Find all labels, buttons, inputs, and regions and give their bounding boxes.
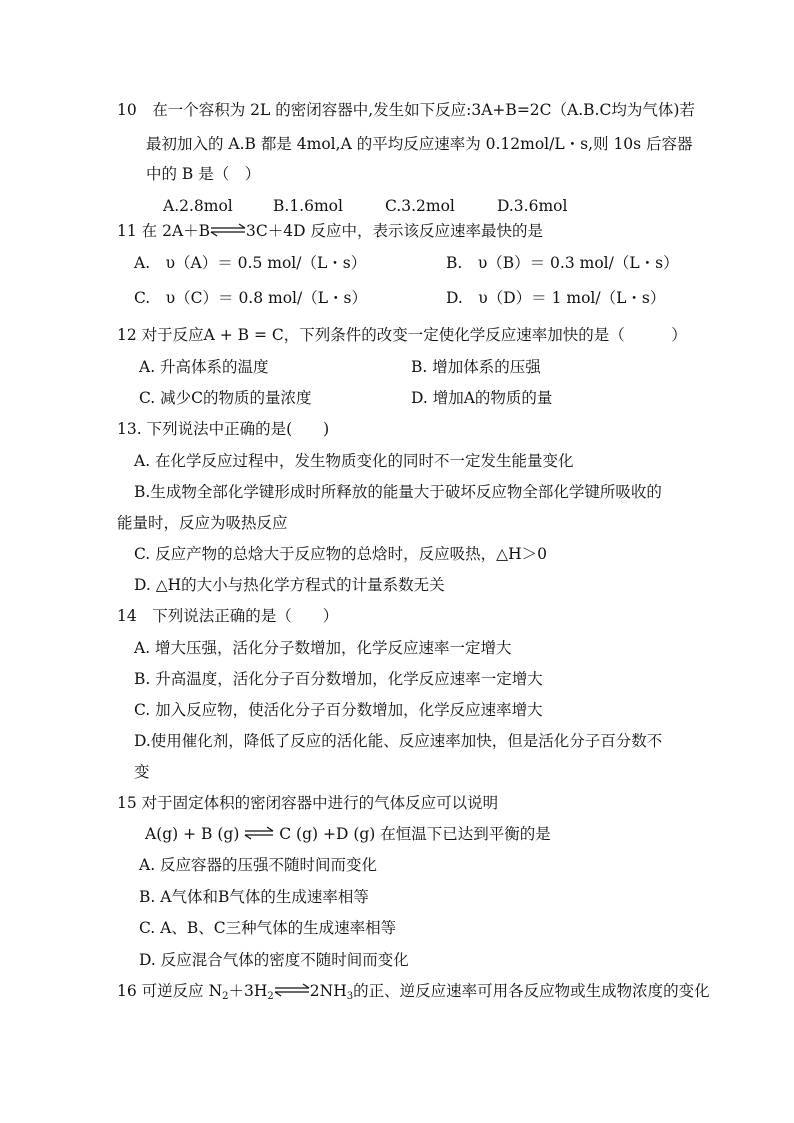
equilibrium-arrow-icon (210, 223, 246, 237)
equilibrium-arrow-icon (274, 983, 310, 997)
q12-option-d: D. 增加A的物质的量 (411, 389, 553, 407)
q16-n-subscript: 2 (222, 991, 229, 1002)
q11-stem (117, 220, 543, 242)
q14-option-b: B. 升高温度，活化分子百分数增加，化学反应速率一定增大 (134, 670, 543, 688)
q15-equation (145, 823, 551, 845)
q16-product: 2NH (309, 982, 347, 1000)
q15-equation-suffix: C (g) +D (g) 在恒温下已达到平衡的是 (279, 825, 551, 843)
q10-line-3: 中的 B 是（ ） (146, 165, 261, 183)
q16-prefix: 16 可逆反应 N (117, 982, 223, 1000)
q16-stem (117, 980, 710, 1008)
q10-line-1: 10 在一个容积为 2L 的密闭容器中,发生如下反应:3A+B=2C（A.B.C均为气体)若 (117, 101, 695, 119)
equilibrium-arrow-icon (244, 826, 274, 840)
q15-option-a: A. 反应容器的压强不随时间而变化 (139, 856, 378, 874)
q10-option-d: D.3.6mol (497, 197, 568, 215)
q13-option-d: D. △H的大小与热化学方程式的计量系数无关 (134, 576, 445, 594)
q16-suffix: 的正、逆反应速率可用各反应物或生成物浓度的变化 (353, 982, 710, 1000)
q12-stem: 12 对于反应A + B = C，下列条件的改变一定使化学反应速率加快的是（ ） (117, 326, 687, 344)
q11-option-d: D. υ（D）＝ 1 mol/（L・s） (446, 289, 666, 307)
q12-option-c: C. 减少C的物质的量浓度 (139, 389, 312, 407)
q15-option-d: D. 反应混合气体的密度不随时间而变化 (139, 951, 409, 969)
q10-option-b: B.1.6mol (273, 197, 343, 215)
q15-option-c: C. A、B、C三种气体的生成速率相等 (139, 919, 397, 937)
q16-h-subscript: 2 (267, 991, 274, 1002)
q15-stem: 15 对于固定体积的密闭容器中进行的气体反应可以说明 (117, 794, 499, 812)
q14-option-d-line-1: D.使用催化剂，降低了反应的活化能、反应速率加快，但是活化分子百分数不 (134, 732, 663, 750)
q15-equation-prefix: A(g) + B (g) (145, 825, 240, 843)
q13-option-b-line-2: 能量时，反应为吸热反应 (117, 514, 288, 532)
q16-nh-subscript: 3 (346, 991, 354, 1002)
q10-option-a: A.2.8mol (163, 197, 233, 215)
q14-option-a: A. 增大压强，活化分子数增加，化学反应速率一定增大 (134, 639, 512, 657)
q10-line-2: 最初加入的 A.B 都是 4mol,A 的平均反应速率为 0.12mol/L・s,则 10s 后容器 (146, 135, 693, 153)
q13-option-c: C. 反应产物的总焓大于反应物的总焓时，反应吸热，△H＞0 (134, 545, 547, 563)
q14-option-d-line-2: 变 (134, 763, 150, 781)
q14-stem: 14 下列说法正确的是（ ） (117, 607, 339, 625)
q12-option-a: A. 升高体系的温度 (139, 358, 269, 376)
q11-stem-suffix: 3C＋4D 反应中，表示该反应速率最快的是 (246, 222, 543, 240)
q15-option-b: B. A气体和B气体的生成速率相等 (139, 888, 369, 906)
q14-option-c: C. 加入反应物，使活化分子百分数增加，化学反应速率增大 (134, 701, 543, 719)
q11-option-b: B. υ（B）＝ 0.3 mol/（L・s） (446, 254, 679, 272)
q16-plus: ＋3H (228, 982, 268, 1000)
q10-option-c: C.3.2mol (385, 197, 455, 215)
q11-option-a: A. υ（A）＝ 0.5 mol/（L・s） (134, 254, 367, 272)
q13-option-a: A. 在化学反应过程中，发生物质变化的同时不一定发生能量变化 (134, 452, 574, 470)
q13-option-b-line-1: B.生成物全部化学键形成时所释放的能量大于破坏反应物全部化学键所吸收的 (134, 483, 662, 501)
q11-option-c: C. υ（C）＝ 0.8 mol/（L・s） (134, 289, 367, 307)
q11-stem-prefix: 11 在 2A＋B (117, 222, 211, 240)
q13-stem: 13. 下列说法中正确的是( ) (117, 420, 330, 438)
q12-option-b: B. 增加体系的压强 (411, 358, 541, 376)
